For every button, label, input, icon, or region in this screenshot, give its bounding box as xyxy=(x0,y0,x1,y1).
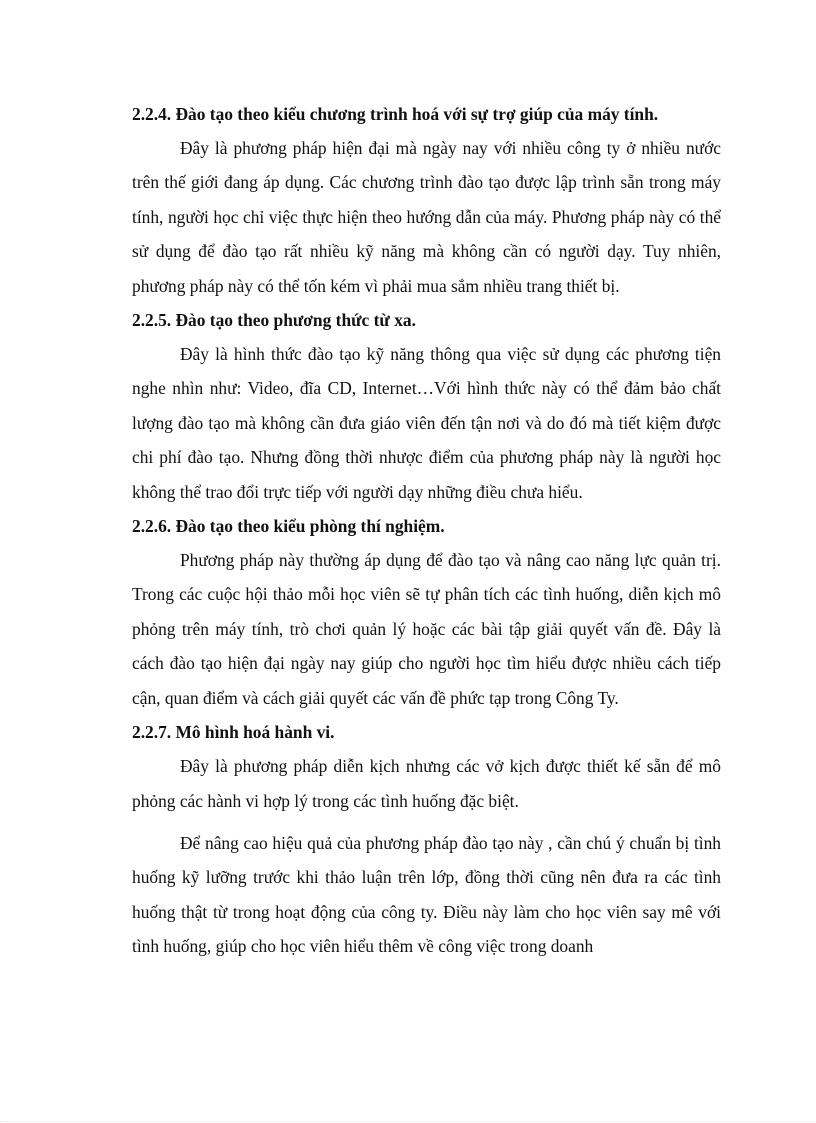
section-heading-2-2-4: 2.2.4. Đào tạo theo kiểu chương trình hoá với sự trợ giúp của máy tính. xyxy=(132,104,659,124)
section-paragraph: Đây là phương pháp diễn kịch nhưng các vở kịch được thiết kế sẵn để mô phỏng các hành vi hợp lý trong các tình huống đặc biệt. xyxy=(132,756,721,811)
section-heading-2-2-7: 2.2.7. Mô hình hoá hành vi. xyxy=(132,722,335,743)
section-paragraph: Để nâng cao hiệu quả của phương pháp đào tạo này , cần chú ý chuẩn bị tình huống kỹ lưỡng trước khi thảo luận trên lớp, đồng thời cũng nên đưa ra các tình huống thật từ trong hoạt động của công ty. Điều này làm cho học viên say mê với tình huống, giúp cho học viên hiểu thêm về công việc trong doanh xyxy=(132,832,721,957)
document-body xyxy=(132,97,721,964)
section-paragraph: Phương pháp này thường áp dụng để đào tạo và nâng cao năng lực quản trị. Trong các cuộc hội thảo mỗi học viên sẽ tự phân tích các tình huống, diễn kịch mô phỏng trên máy tính, trò chơi quản lý hoặc các bài tập giải quyết vấn đề. Đây là cách đào tạo hiện đại ngày nay giúp cho người học tìm hiểu được nhiều cách tiếp cận, quan điểm và cách giải quyết các vấn đề phức tạp trong Công Ty. xyxy=(132,550,721,708)
section-paragraph: Đây là hình thức đào tạo kỹ năng thông qua việc sử dụng các phương tiện nghe nhìn như: Video, đĩa CD, Internet…Với hình thức này có thể đảm bảo chất lượng đào tạo mà không cần đưa giáo viên đến tận nơi và do đó mà tiết kiệm được chi phí đào tạo. Nhưng đồng thời nhược điểm của phương pháp này là người học không thể trao đổi trực tiếp với người dạy những điều chưa hiểu. xyxy=(132,344,721,502)
section-heading-2-2-5: 2.2.5. Đào tạo theo phương thức từ xa. xyxy=(132,310,416,331)
section-paragraph: Đây là phương pháp hiện đại mà ngày nay với nhiều công ty ở nhiều nước trên thế giới đang áp dụng. Các chương trình đào tạo được lập trình sẵn trong máy tính, người học chỉ việc thực hiện theo hướng dẫn của máy. Phương pháp này có thể sử dụng để đào tạo rất nhiều kỹ năng mà không cần có người dạy. Tuy nhiên, phương pháp này có thể tốn kém vì phải mua sắm nhiều trang thiết bị. xyxy=(132,138,721,296)
section-heading-2-2-6: 2.2.6. Đào tạo theo kiểu phòng thí nghiệm. xyxy=(132,516,445,537)
